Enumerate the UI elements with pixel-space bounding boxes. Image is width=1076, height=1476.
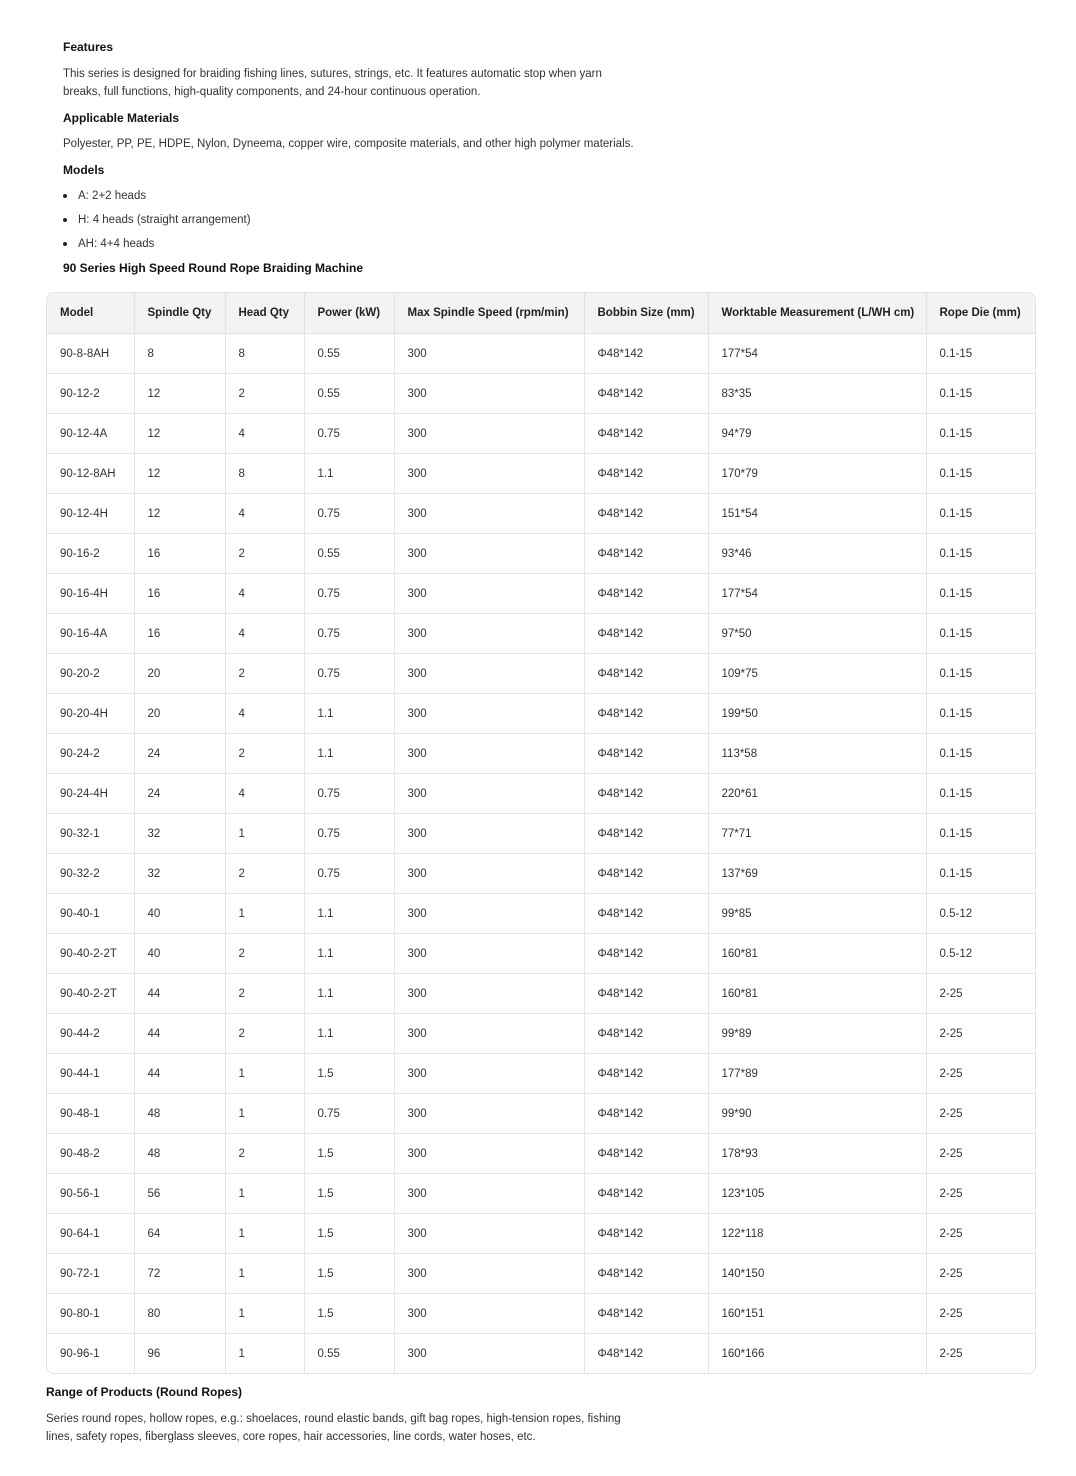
features-text: This series is designed for braiding fishing lines, sutures, strings, etc. It features automatic stop when yarn breaks, full functions, high-quality components, and 24-hour continuous operation. — [63, 68, 602, 98]
table-row — [47, 374, 1035, 414]
table-row — [47, 854, 1035, 894]
table-cell: 1 — [225, 1254, 304, 1294]
table-cell: 64 — [134, 1214, 225, 1254]
table-cell: 1 — [225, 1174, 304, 1214]
table-cell: 0.1-15 — [926, 374, 1035, 414]
table-cell: 300 — [394, 1134, 584, 1174]
table-cell: 2-25 — [926, 1014, 1035, 1054]
table-cell: 1.1 — [304, 974, 394, 1014]
table-row — [47, 1094, 1035, 1134]
table-row — [47, 1254, 1035, 1294]
table-cell: 1.1 — [304, 694, 394, 734]
table-cell: 1 — [225, 1334, 304, 1374]
table-cell: 32 — [134, 854, 225, 894]
table-cell: 1.5 — [304, 1294, 394, 1334]
table-cell: 0.1-15 — [926, 454, 1035, 494]
table-cell: 90-12-4H — [47, 494, 134, 534]
table-cell: 160*166 — [708, 1334, 926, 1374]
table-cell: 2-25 — [926, 1054, 1035, 1094]
table-cell: 20 — [134, 654, 225, 694]
table-cell: 32 — [134, 814, 225, 854]
table-cell: 300 — [394, 894, 584, 934]
table-cell: 4 — [225, 774, 304, 814]
table-cell: 4 — [225, 414, 304, 454]
table-cell: Φ48*142 — [584, 1094, 708, 1134]
table-cell: 4 — [225, 694, 304, 734]
table-cell: 300 — [394, 414, 584, 454]
table-cell: 0.75 — [304, 614, 394, 654]
table-cell: 1.1 — [304, 894, 394, 934]
table-row — [47, 694, 1035, 734]
table-cell: 77*71 — [708, 814, 926, 854]
table-cell: 90-8-8AH — [47, 334, 134, 374]
table-row — [47, 334, 1035, 374]
table-cell: 40 — [134, 934, 225, 974]
table-cell: 160*81 — [708, 974, 926, 1014]
table-cell: Φ48*142 — [584, 1134, 708, 1174]
table-cell: 0.55 — [304, 534, 394, 574]
table-cell: 2 — [225, 534, 304, 574]
table-row — [47, 534, 1035, 574]
table-row — [47, 934, 1035, 974]
table-cell: 0.1-15 — [926, 734, 1035, 774]
table-cell: 93*46 — [708, 534, 926, 574]
table-cell: 300 — [394, 1014, 584, 1054]
table-cell: 90-64-1 — [47, 1214, 134, 1254]
table-cell: Φ48*142 — [584, 414, 708, 454]
table-cell: Φ48*142 — [584, 814, 708, 854]
table-cell: 96 — [134, 1334, 225, 1374]
table-cell: 160*151 — [708, 1294, 926, 1334]
table-cell: 0.1-15 — [926, 614, 1035, 654]
table-cell: 2 — [225, 1134, 304, 1174]
table-cell: 90-20-2 — [47, 654, 134, 694]
models-list — [63, 187, 683, 253]
table-cell: 0.1-15 — [926, 694, 1035, 734]
range-heading: Range of Products (Round Ropes) — [46, 1385, 242, 1399]
table-cell: 2-25 — [926, 1294, 1035, 1334]
table-cell: 300 — [394, 494, 584, 534]
spec-table-container — [46, 292, 1036, 1374]
column-header: Max Spindle Speed (rpm/min) — [394, 293, 584, 334]
table-cell: 90-44-1 — [47, 1054, 134, 1094]
table-cell: 90-40-2-2T — [47, 974, 134, 1014]
table-cell: 2-25 — [926, 1174, 1035, 1214]
table-cell: 90-24-2 — [47, 734, 134, 774]
table-cell: 1.5 — [304, 1214, 394, 1254]
table-cell: 300 — [394, 974, 584, 1014]
table-cell: 0.1-15 — [926, 774, 1035, 814]
table-cell: 300 — [394, 854, 584, 894]
table-cell: 0.55 — [304, 334, 394, 374]
table-cell: 0.75 — [304, 414, 394, 454]
table-cell: 1.1 — [304, 1014, 394, 1054]
table-cell: Φ48*142 — [584, 1294, 708, 1334]
table-cell: 300 — [394, 814, 584, 854]
column-header: Bobbin Size (mm) — [584, 293, 708, 334]
table-cell: 90-48-1 — [47, 1094, 134, 1134]
table-cell: 90-16-4H — [47, 574, 134, 614]
table-cell: 1 — [225, 814, 304, 854]
table-body — [47, 334, 1035, 1374]
table-cell: 170*79 — [708, 454, 926, 494]
table-cell: 16 — [134, 534, 225, 574]
table-cell: Φ48*142 — [584, 1054, 708, 1094]
table-cell: 97*50 — [708, 614, 926, 654]
table-cell: 90-32-2 — [47, 854, 134, 894]
table-cell: 300 — [394, 534, 584, 574]
table-cell: Φ48*142 — [584, 1214, 708, 1254]
table-cell: Φ48*142 — [584, 334, 708, 374]
table-cell: 12 — [134, 454, 225, 494]
table-cell: 1.5 — [304, 1254, 394, 1294]
table-cell: 4 — [225, 614, 304, 654]
table-cell: 2 — [225, 654, 304, 694]
table-cell: Φ48*142 — [584, 734, 708, 774]
table-cell: 2 — [225, 854, 304, 894]
table-cell: 90-96-1 — [47, 1334, 134, 1374]
table-cell: Φ48*142 — [584, 694, 708, 734]
table-cell: 16 — [134, 614, 225, 654]
table-cell: Φ48*142 — [584, 534, 708, 574]
table-cell: 2-25 — [926, 1254, 1035, 1294]
table-cell: 90-16-2 — [47, 534, 134, 574]
table-row — [47, 654, 1035, 694]
table-cell: 2-25 — [926, 1134, 1035, 1174]
table-cell: 0.75 — [304, 854, 394, 894]
table-cell: 300 — [394, 454, 584, 494]
table-cell: 2-25 — [926, 1214, 1035, 1254]
table-cell: 300 — [394, 654, 584, 694]
table-cell: 0.75 — [304, 1094, 394, 1134]
range-text: Series round ropes, hollow ropes, e.g.: shoelaces, round elastic bands, gift bag ropes, high-tension ropes, fishing lines, safety ropes, fiberglass sleeves, core ropes, hair accessories, line cords, water hoses, etc. — [46, 1413, 621, 1443]
table-cell: 2-25 — [926, 1094, 1035, 1134]
table-row — [47, 734, 1035, 774]
table-cell: 1.1 — [304, 454, 394, 494]
table-cell: 300 — [394, 1214, 584, 1254]
table-cell: 90-40-1 — [47, 894, 134, 934]
table-cell: 177*54 — [708, 574, 926, 614]
table-cell: 300 — [394, 1254, 584, 1294]
table-cell: 12 — [134, 414, 225, 454]
table-cell: 300 — [394, 574, 584, 614]
table-row — [47, 1054, 1035, 1094]
table-cell: 1.5 — [304, 1174, 394, 1214]
table-cell: Φ48*142 — [584, 934, 708, 974]
table-cell: 0.55 — [304, 1334, 394, 1374]
table-cell: 2 — [225, 374, 304, 414]
table-row — [47, 494, 1035, 534]
table-cell: Φ48*142 — [584, 1334, 708, 1374]
list-item: H: 4 heads (straight arrangement) — [63, 211, 683, 229]
table-cell: Φ48*142 — [584, 614, 708, 654]
models-heading: Models — [63, 163, 105, 177]
table-cell: 122*118 — [708, 1214, 926, 1254]
table-cell: Φ48*142 — [584, 1174, 708, 1214]
table-cell: 99*85 — [708, 894, 926, 934]
table-cell: 56 — [134, 1174, 225, 1214]
table-row — [47, 1174, 1035, 1214]
table-cell: 178*93 — [708, 1134, 926, 1174]
table-cell: 2 — [225, 974, 304, 1014]
table-cell: 0.75 — [304, 494, 394, 534]
table-cell: 90-16-4A — [47, 614, 134, 654]
table-cell: 2-25 — [926, 974, 1035, 1014]
table-cell: 90-44-2 — [47, 1014, 134, 1054]
table-cell: 140*150 — [708, 1254, 926, 1294]
table-cell: 90-40-2-2T — [47, 934, 134, 974]
table-cell: 90-12-4A — [47, 414, 134, 454]
table-cell: 300 — [394, 334, 584, 374]
column-header: Head Qty — [225, 293, 304, 334]
table-cell: 12 — [134, 494, 225, 534]
table-cell: 90-80-1 — [47, 1294, 134, 1334]
table-cell: Φ48*142 — [584, 574, 708, 614]
intro-section — [63, 38, 683, 277]
table-cell: Φ48*142 — [584, 494, 708, 534]
column-header: Power (kW) — [304, 293, 394, 334]
table-cell: 300 — [394, 934, 584, 974]
table-row — [47, 574, 1035, 614]
table-cell: 90-12-8AH — [47, 454, 134, 494]
table-cell: 2 — [225, 1014, 304, 1054]
materials-heading: Applicable Materials — [63, 111, 180, 125]
table-cell: 24 — [134, 734, 225, 774]
table-cell: 8 — [225, 334, 304, 374]
table-cell: 1 — [225, 1054, 304, 1094]
table-cell: 0.75 — [304, 654, 394, 694]
table-cell: 90-24-4H — [47, 774, 134, 814]
table-row — [47, 614, 1035, 654]
table-cell: 90-72-1 — [47, 1254, 134, 1294]
table-cell: 177*54 — [708, 334, 926, 374]
table-cell: 220*61 — [708, 774, 926, 814]
table-cell: 300 — [394, 1094, 584, 1134]
table-cell: 123*105 — [708, 1174, 926, 1214]
table-cell: 0.1-15 — [926, 494, 1035, 534]
table-cell: Φ48*142 — [584, 454, 708, 494]
table-cell: 8 — [225, 454, 304, 494]
table-cell: 300 — [394, 1174, 584, 1214]
table-cell: 0.75 — [304, 814, 394, 854]
table-cell: 1 — [225, 1294, 304, 1334]
table-cell: 0.1-15 — [926, 334, 1035, 374]
table-cell: 4 — [225, 494, 304, 534]
table-cell: 90-20-4H — [47, 694, 134, 734]
table-row — [47, 974, 1035, 1014]
table-row — [47, 1294, 1035, 1334]
table-cell: 44 — [134, 1014, 225, 1054]
table-cell: 151*54 — [708, 494, 926, 534]
table-cell: 48 — [134, 1134, 225, 1174]
table-cell: Φ48*142 — [584, 1254, 708, 1294]
table-row — [47, 894, 1035, 934]
table-cell: 300 — [394, 614, 584, 654]
column-header: Worktable Measurement (L/WH cm) — [708, 293, 926, 334]
table-cell: 20 — [134, 694, 225, 734]
table-cell: 90-32-1 — [47, 814, 134, 854]
table-cell: 99*90 — [708, 1094, 926, 1134]
table-cell: 44 — [134, 1054, 225, 1094]
table-cell: 90-12-2 — [47, 374, 134, 414]
column-header: Rope Die (mm) — [926, 293, 1035, 334]
table-cell: 300 — [394, 374, 584, 414]
table-row — [47, 774, 1035, 814]
table-cell: 1 — [225, 1094, 304, 1134]
table-cell: Φ48*142 — [584, 974, 708, 1014]
table-cell: Φ48*142 — [584, 654, 708, 694]
table-cell: 1.5 — [304, 1054, 394, 1094]
table-title: 90 Series High Speed Round Rope Braiding Machine — [63, 261, 364, 275]
table-cell: 0.5-12 — [926, 894, 1035, 934]
table-cell: 2-25 — [939, 1347, 963, 1360]
table-cell: 1 — [225, 894, 304, 934]
table-cell: 137*69 — [708, 854, 926, 894]
list-item: AH: 4+4 heads — [63, 235, 683, 253]
table-cell: Φ48*142 — [584, 374, 708, 414]
table-cell: 72 — [134, 1254, 225, 1294]
table-cell: 16 — [134, 574, 225, 614]
table-cell: 177*89 — [708, 1054, 926, 1094]
table-cell: 80 — [134, 1294, 225, 1334]
table-cell: 300 — [394, 694, 584, 734]
table-cell: 109*75 — [708, 654, 926, 694]
table-cell: 44 — [134, 974, 225, 1014]
table-cell: 83*35 — [708, 374, 926, 414]
table-cell: 1.5 — [304, 1134, 394, 1174]
table-cell: 1.1 — [304, 734, 394, 774]
table-cell: 1.1 — [304, 934, 394, 974]
features-heading: Features — [63, 40, 114, 54]
table-cell: 4 — [225, 574, 304, 614]
table-cell: 90-48-2 — [47, 1134, 134, 1174]
table-cell: 300 — [394, 1294, 584, 1334]
table-cell: 0.1-15 — [926, 814, 1035, 854]
table-cell: 0.55 — [304, 374, 394, 414]
materials-text: Polyester, PP, PE, HDPE, Nylon, Dyneema, copper wire, composite materials, and other high polymer materials. — [63, 138, 634, 150]
table-cell: 1 — [225, 1214, 304, 1254]
table-row — [47, 1334, 1035, 1374]
table-cell: 40 — [134, 894, 225, 934]
table-cell: Φ48*142 — [584, 894, 708, 934]
range-section — [46, 1383, 666, 1446]
table-cell: 160*81 — [708, 934, 926, 974]
table-row — [47, 1014, 1035, 1054]
table-row — [47, 454, 1035, 494]
table-cell: 300 — [394, 1054, 584, 1094]
table-cell: 199*50 — [708, 694, 926, 734]
column-header: Model — [47, 293, 134, 334]
table-cell: 2 — [225, 734, 304, 774]
table-row — [47, 1214, 1035, 1254]
table-cell: 48 — [134, 1094, 225, 1134]
table-cell: 94*79 — [708, 414, 926, 454]
table-cell: 90-56-1 — [47, 1174, 134, 1214]
spec-table — [47, 293, 1035, 1373]
table-cell: 0.1-15 — [926, 534, 1035, 574]
table-row — [47, 414, 1035, 454]
table-cell: 99*89 — [708, 1014, 926, 1054]
table-cell: 0.5-12 — [926, 934, 1035, 974]
table-row — [47, 1134, 1035, 1174]
table-cell: 24 — [134, 774, 225, 814]
table-cell: 113*58 — [708, 734, 926, 774]
table-cell: Φ48*142 — [584, 774, 708, 814]
table-cell: 0.1-15 — [926, 854, 1035, 894]
table-cell: 12 — [134, 374, 225, 414]
list-item: A: 2+2 heads — [63, 187, 683, 205]
table-cell: Φ48*142 — [584, 854, 708, 894]
column-header: Spindle Qty — [134, 293, 225, 334]
table-cell: 300 — [394, 1334, 584, 1374]
table-cell: Φ48*142 — [584, 1014, 708, 1054]
table-row — [47, 814, 1035, 854]
table-cell: 0.1-15 — [926, 574, 1035, 614]
table-cell: 300 — [394, 734, 584, 774]
table-cell: 300 — [394, 774, 584, 814]
table-cell: 0.1-15 — [926, 654, 1035, 694]
table-cell: 0.75 — [304, 774, 394, 814]
table-cell: 8 — [134, 334, 225, 374]
table-cell: 2 — [225, 934, 304, 974]
table-cell: 0.1-15 — [926, 414, 1035, 454]
table-cell: 0.75 — [304, 574, 394, 614]
table-header-row — [47, 293, 1035, 334]
